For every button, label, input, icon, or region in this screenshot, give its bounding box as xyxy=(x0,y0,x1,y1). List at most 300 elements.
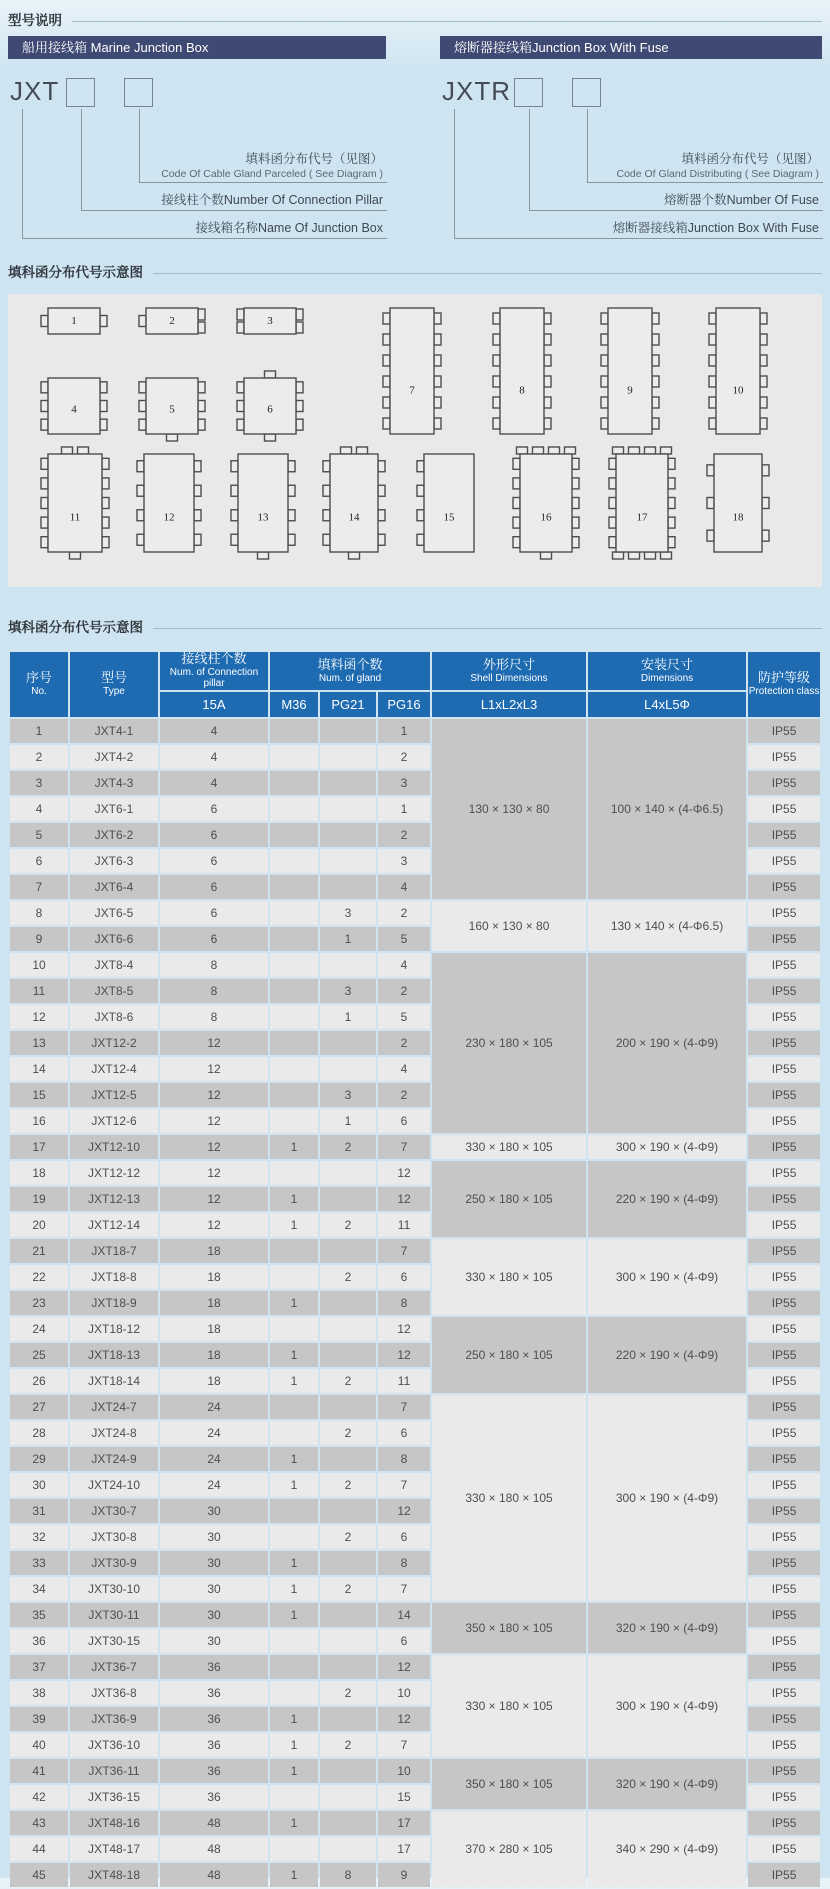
cell-m36 xyxy=(270,979,318,1003)
cell-no: 43 xyxy=(10,1811,68,1835)
cell-15a: 12 xyxy=(160,1109,268,1133)
svg-text:6: 6 xyxy=(267,403,273,416)
gland-layout-shape-6 xyxy=(235,369,305,443)
cell-m36: 1 xyxy=(270,1603,318,1627)
cell-m36 xyxy=(270,745,318,769)
gland-layout-shape-5 xyxy=(137,369,207,443)
cell-m36 xyxy=(270,1525,318,1549)
col-subheader-15a: 15A xyxy=(160,692,268,717)
col-subheader-l4l5: L4xL5Φ xyxy=(588,692,746,717)
cell-shell-dimensions: 330 × 180 × 105 xyxy=(432,1395,586,1601)
cell-type: JXT6-3 xyxy=(70,849,158,873)
cell-15a: 30 xyxy=(160,1629,268,1653)
table-row xyxy=(10,1603,820,1627)
cell-protection-class: IP55 xyxy=(748,1005,820,1029)
cell-protection-class: IP55 xyxy=(748,1525,820,1549)
cell-pg21: 3 xyxy=(320,901,376,925)
cell-m36 xyxy=(270,1239,318,1263)
cell-pg16: 12 xyxy=(378,1655,430,1679)
gland-layout-diagram-panel xyxy=(8,294,822,587)
cell-pg16: 10 xyxy=(378,1681,430,1705)
cell-protection-class: IP55 xyxy=(748,745,820,769)
cell-protection-class: IP55 xyxy=(748,1655,820,1679)
svg-text:3: 3 xyxy=(267,315,273,328)
cell-m36 xyxy=(270,1005,318,1029)
cell-type: JXT36-10 xyxy=(70,1733,158,1757)
cell-pg21: 2 xyxy=(320,1681,376,1705)
cell-m36: 1 xyxy=(270,1473,318,1497)
gland-layout-shape-17 xyxy=(607,445,677,561)
svg-text:11: 11 xyxy=(69,511,81,524)
cell-pg16: 12 xyxy=(378,1187,430,1211)
cell-15a: 18 xyxy=(160,1239,268,1263)
cell-mount-dimensions: 300 × 190 × (4-Φ9) xyxy=(588,1395,746,1601)
table-row xyxy=(10,1811,820,1835)
cell-pg21 xyxy=(320,719,376,743)
cell-15a: 12 xyxy=(160,1213,268,1237)
cell-pg16: 6 xyxy=(378,1525,430,1549)
cell-pg21 xyxy=(320,823,376,847)
cell-m36 xyxy=(270,1499,318,1523)
cell-protection-class: IP55 xyxy=(748,1239,820,1263)
cell-m36 xyxy=(270,1785,318,1809)
cell-type: JXT18-8 xyxy=(70,1265,158,1289)
cell-15a: 36 xyxy=(160,1759,268,1783)
cell-protection-class: IP55 xyxy=(748,1629,820,1653)
cell-15a: 6 xyxy=(160,849,268,873)
cell-mount-dimensions: 300 × 190 × (4-Φ9) xyxy=(588,1655,746,1757)
cell-protection-class: IP55 xyxy=(748,1499,820,1523)
cell-no: 21 xyxy=(10,1239,68,1263)
callout-label-cn: 填料函分布代号（见图） xyxy=(245,152,383,167)
cell-no: 2 xyxy=(10,745,68,769)
table-row xyxy=(10,1135,820,1159)
cell-pg16: 7 xyxy=(378,1135,430,1159)
cell-type: JXT4-3 xyxy=(70,771,158,795)
cell-15a: 36 xyxy=(160,1655,268,1679)
cell-m36 xyxy=(270,1161,318,1185)
cell-pg16: 12 xyxy=(378,1499,430,1523)
cell-pg16: 17 xyxy=(378,1837,430,1861)
cell-m36 xyxy=(270,1317,318,1341)
cell-no: 3 xyxy=(10,771,68,795)
svg-text:2: 2 xyxy=(169,315,175,328)
cell-m36: 1 xyxy=(270,1291,318,1315)
cell-m36 xyxy=(270,1057,318,1081)
cell-pg16: 10 xyxy=(378,1759,430,1783)
cell-m36 xyxy=(270,823,318,847)
cell-no: 7 xyxy=(10,875,68,899)
cell-no: 45 xyxy=(10,1863,68,1887)
cell-pg16: 8 xyxy=(378,1447,430,1471)
svg-text:1: 1 xyxy=(71,315,77,328)
cell-mount-dimensions: 130 × 140 × (4-Φ6.5) xyxy=(588,901,746,951)
cell-pg16: 12 xyxy=(378,1161,430,1185)
cell-pg21 xyxy=(320,1785,376,1809)
cell-protection-class: IP55 xyxy=(748,1759,820,1783)
cell-15a: 18 xyxy=(160,1369,268,1393)
cell-pg16: 2 xyxy=(378,1083,430,1107)
model-designation-area xyxy=(8,36,822,248)
cell-15a: 12 xyxy=(160,1187,268,1211)
svg-text:8: 8 xyxy=(519,384,525,397)
cell-pg21: 1 xyxy=(320,1109,376,1133)
cell-pg21: 2 xyxy=(320,1577,376,1601)
cell-15a: 12 xyxy=(160,1031,268,1055)
cell-no: 38 xyxy=(10,1681,68,1705)
cell-shell-dimensions: 130 × 130 × 80 xyxy=(432,719,586,899)
cell-type: JXT24-10 xyxy=(70,1473,158,1497)
cell-pg21: 2 xyxy=(320,1265,376,1289)
cell-pg21: 2 xyxy=(320,1369,376,1393)
model-code-box xyxy=(124,78,153,107)
col-header-pillar-count: 接线柱个数 Num. of Connection pillar xyxy=(160,652,268,690)
table-row xyxy=(10,1161,820,1185)
cell-mount-dimensions: 220 × 190 × (4-Φ9) xyxy=(588,1161,746,1237)
cell-15a: 30 xyxy=(160,1577,268,1601)
cell-m36 xyxy=(270,901,318,925)
section-title-text: 填科函分布代号示意图 xyxy=(8,265,143,280)
cell-protection-class: IP55 xyxy=(748,927,820,951)
cell-protection-class: IP55 xyxy=(748,771,820,795)
cell-no: 26 xyxy=(10,1369,68,1393)
col-subheader-l1l2l3: L1xL2xL3 xyxy=(432,692,586,717)
cell-protection-class: IP55 xyxy=(748,953,820,977)
cell-m36 xyxy=(270,797,318,821)
cell-protection-class: IP55 xyxy=(748,849,820,873)
cell-pg21: 2 xyxy=(320,1213,376,1237)
cell-protection-class: IP55 xyxy=(748,1317,820,1341)
cell-type: JXT18-14 xyxy=(70,1369,158,1393)
cell-protection-class: IP55 xyxy=(748,1785,820,1809)
cell-15a: 4 xyxy=(160,771,268,795)
cell-15a: 18 xyxy=(160,1343,268,1367)
cell-no: 33 xyxy=(10,1551,68,1575)
svg-text:16: 16 xyxy=(540,511,552,524)
cell-pg21: 2 xyxy=(320,1525,376,1549)
cell-pg21: 2 xyxy=(320,1733,376,1757)
table-row xyxy=(10,1759,820,1783)
cell-type: JXT24-9 xyxy=(70,1447,158,1471)
callout-label-en: Code Of Cable Gland Parceled ( See Diagram ) xyxy=(161,167,383,180)
cell-no: 1 xyxy=(10,719,68,743)
cell-protection-class: IP55 xyxy=(748,823,820,847)
cell-m36 xyxy=(270,1031,318,1055)
cell-mount-dimensions: 320 × 190 × (4-Φ9) xyxy=(588,1603,746,1653)
cell-15a: 36 xyxy=(160,1733,268,1757)
cell-pg21 xyxy=(320,745,376,769)
cell-15a: 12 xyxy=(160,1135,268,1159)
cell-pg21 xyxy=(320,1707,376,1731)
cell-type: JXT12-5 xyxy=(70,1083,158,1107)
gland-layout-shape-16 xyxy=(511,445,581,561)
cell-pg16: 3 xyxy=(378,771,430,795)
cell-pg16: 2 xyxy=(378,1031,430,1055)
cell-no: 35 xyxy=(10,1603,68,1627)
cell-protection-class: IP55 xyxy=(748,1837,820,1861)
svg-text:15: 15 xyxy=(443,511,455,524)
section-title-spec-table xyxy=(8,617,822,635)
cell-protection-class: IP55 xyxy=(748,979,820,1003)
cell-no: 30 xyxy=(10,1473,68,1497)
cell-pg21 xyxy=(320,849,376,873)
gland-layout-shape-8 xyxy=(491,299,553,443)
gland-layout-shape-14 xyxy=(321,445,387,561)
cell-type: JXT12-2 xyxy=(70,1031,158,1055)
banner-marine-junction-box: 船用接线箱 Marine Junction Box xyxy=(8,36,386,59)
cell-pg16: 6 xyxy=(378,1421,430,1445)
cell-type: JXT8-5 xyxy=(70,979,158,1003)
col-subheader-pg16: PG16 xyxy=(378,692,430,717)
cell-no: 4 xyxy=(10,797,68,821)
callout-box-name-left xyxy=(22,109,387,239)
gland-layout-shape-2 xyxy=(137,299,207,343)
cell-m36 xyxy=(270,1265,318,1289)
cell-protection-class: IP55 xyxy=(748,875,820,899)
cell-no: 15 xyxy=(10,1083,68,1107)
cell-m36: 1 xyxy=(270,1811,318,1835)
cell-m36 xyxy=(270,849,318,873)
cell-pg16: 8 xyxy=(378,1551,430,1575)
cell-no: 41 xyxy=(10,1759,68,1783)
cell-type: JXT8-4 xyxy=(70,953,158,977)
gland-layout-shape-18 xyxy=(705,445,771,561)
cell-15a: 6 xyxy=(160,927,268,951)
cell-pg16: 4 xyxy=(378,875,430,899)
svg-text:14: 14 xyxy=(348,511,360,524)
cell-15a: 18 xyxy=(160,1291,268,1315)
cell-pg21: 1 xyxy=(320,927,376,951)
cell-pg21 xyxy=(320,1629,376,1653)
cell-15a: 30 xyxy=(160,1525,268,1549)
cell-m36 xyxy=(270,1083,318,1107)
cell-m36: 1 xyxy=(270,1447,318,1471)
cell-m36: 1 xyxy=(270,1343,318,1367)
col-header-type: 型号 Type xyxy=(70,652,158,717)
cell-no: 27 xyxy=(10,1395,68,1419)
cell-15a: 24 xyxy=(160,1447,268,1471)
cell-protection-class: IP55 xyxy=(748,1057,820,1081)
cell-pg16: 2 xyxy=(378,823,430,847)
cell-15a: 6 xyxy=(160,875,268,899)
cell-no: 32 xyxy=(10,1525,68,1549)
cell-15a: 48 xyxy=(160,1837,268,1861)
cell-pg21: 2 xyxy=(320,1473,376,1497)
cell-pg16: 5 xyxy=(378,927,430,951)
cell-pg21 xyxy=(320,1655,376,1679)
gland-layout-shape-4 xyxy=(39,369,109,443)
cell-shell-dimensions: 250 × 180 × 105 xyxy=(432,1317,586,1393)
svg-text:5: 5 xyxy=(169,403,175,416)
cell-15a: 6 xyxy=(160,823,268,847)
spec-table-body xyxy=(10,719,820,1887)
section-title-text: 填科函分布代号示意图 xyxy=(8,620,143,635)
cell-protection-class: IP55 xyxy=(748,1135,820,1159)
cell-pg16: 4 xyxy=(378,1057,430,1081)
cell-m36: 1 xyxy=(270,1707,318,1731)
cell-m36: 1 xyxy=(270,1733,318,1757)
cell-pg21: 2 xyxy=(320,1421,376,1445)
cell-no: 42 xyxy=(10,1785,68,1809)
cell-m36 xyxy=(270,1837,318,1861)
cell-pg21 xyxy=(320,1499,376,1523)
table-row xyxy=(10,1239,820,1263)
cell-mount-dimensions: 220 × 190 × (4-Φ9) xyxy=(588,1317,746,1393)
cell-type: JXT36-11 xyxy=(70,1759,158,1783)
cell-mount-dimensions: 340 × 290 × (4-Φ9) xyxy=(588,1811,746,1887)
gland-layout-shape-3 xyxy=(235,299,305,343)
cell-pg16: 15 xyxy=(378,1785,430,1809)
cell-pg21 xyxy=(320,1031,376,1055)
cell-type: JXT12-13 xyxy=(70,1187,158,1211)
svg-text:4: 4 xyxy=(71,403,77,416)
cell-no: 36 xyxy=(10,1629,68,1653)
cell-protection-class: IP55 xyxy=(748,1369,820,1393)
cell-pg21 xyxy=(320,1551,376,1575)
cell-15a: 48 xyxy=(160,1811,268,1835)
model-code-box xyxy=(66,78,95,107)
cell-15a: 24 xyxy=(160,1421,268,1445)
cell-pg21 xyxy=(320,1395,376,1419)
cell-type: JXT6-6 xyxy=(70,927,158,951)
cell-type: JXT48-18 xyxy=(70,1863,158,1887)
cell-type: JXT6-5 xyxy=(70,901,158,925)
table-row xyxy=(10,1395,820,1419)
cell-shell-dimensions: 350 × 180 × 105 xyxy=(432,1759,586,1809)
col-subheader-pg21: PG21 xyxy=(320,692,376,717)
cell-no: 5 xyxy=(10,823,68,847)
cell-no: 24 xyxy=(10,1317,68,1341)
table-row xyxy=(10,953,820,977)
gland-layout-shape-13 xyxy=(229,445,297,561)
cell-type: JXT4-1 xyxy=(70,719,158,743)
cell-pg16: 14 xyxy=(378,1603,430,1627)
table-row xyxy=(10,1317,820,1341)
cell-protection-class: IP55 xyxy=(748,1213,820,1237)
gland-layout-shape-10 xyxy=(707,299,769,443)
cell-no: 17 xyxy=(10,1135,68,1159)
spec-table xyxy=(8,650,822,1889)
cell-m36: 1 xyxy=(270,1369,318,1393)
cell-no: 23 xyxy=(10,1291,68,1315)
cell-type: JXT4-2 xyxy=(70,745,158,769)
cell-m36 xyxy=(270,719,318,743)
cell-m36 xyxy=(270,1109,318,1133)
cell-m36 xyxy=(270,927,318,951)
cell-pg21 xyxy=(320,953,376,977)
cell-protection-class: IP55 xyxy=(748,1707,820,1731)
cell-15a: 36 xyxy=(160,1681,268,1705)
cell-protection-class: IP55 xyxy=(748,1031,820,1055)
cell-protection-class: IP55 xyxy=(748,1395,820,1419)
cell-protection-class: IP55 xyxy=(748,901,820,925)
col-subheader-m36: M36 xyxy=(270,692,318,717)
cell-pg16: 12 xyxy=(378,1707,430,1731)
cell-m36: 1 xyxy=(270,1551,318,1575)
cell-pg21 xyxy=(320,797,376,821)
cell-protection-class: IP55 xyxy=(748,1187,820,1211)
cell-protection-class: IP55 xyxy=(748,1265,820,1289)
cell-m36: 1 xyxy=(270,1759,318,1783)
cell-m36 xyxy=(270,1655,318,1679)
cell-type: JXT12-6 xyxy=(70,1109,158,1133)
cell-type: JXT30-8 xyxy=(70,1525,158,1549)
cell-m36: 1 xyxy=(270,1135,318,1159)
cell-15a: 8 xyxy=(160,1005,268,1029)
cell-pg21: 3 xyxy=(320,1083,376,1107)
cell-protection-class: IP55 xyxy=(748,1811,820,1835)
cell-shell-dimensions: 160 × 130 × 80 xyxy=(432,901,586,951)
cell-pg21 xyxy=(320,1161,376,1185)
cell-pg21 xyxy=(320,1837,376,1861)
cell-type: JXT6-2 xyxy=(70,823,158,847)
cell-type: JXT8-6 xyxy=(70,1005,158,1029)
cell-pg16: 7 xyxy=(378,1395,430,1419)
cell-pg16: 8 xyxy=(378,1291,430,1315)
svg-text:12: 12 xyxy=(163,511,175,524)
cell-mount-dimensions: 300 × 190 × (4-Φ9) xyxy=(588,1239,746,1315)
cell-protection-class: IP55 xyxy=(748,1161,820,1185)
callout-label-cn: 熔断器接线箱Junction Box With Fuse xyxy=(612,221,819,236)
cell-protection-class: IP55 xyxy=(748,1473,820,1497)
table-row xyxy=(10,901,820,925)
cell-type: JXT18-7 xyxy=(70,1239,158,1263)
cell-no: 28 xyxy=(10,1421,68,1445)
cell-15a: 12 xyxy=(160,1161,268,1185)
cell-pg21 xyxy=(320,1317,376,1341)
callout-label-cn: 填料函分布代号（见图） xyxy=(681,152,819,167)
cell-15a: 18 xyxy=(160,1265,268,1289)
cell-protection-class: IP55 xyxy=(748,1577,820,1601)
cell-pg21 xyxy=(320,1759,376,1783)
cell-protection-class: IP55 xyxy=(748,1421,820,1445)
cell-no: 18 xyxy=(10,1161,68,1185)
cell-pg21 xyxy=(320,1447,376,1471)
cell-pg21 xyxy=(320,875,376,899)
callout-label-cn: 接线柱个数Number Of Connection Pillar xyxy=(161,193,383,208)
cell-m36 xyxy=(270,953,318,977)
cell-pg16: 1 xyxy=(378,719,430,743)
section-title-model-description xyxy=(8,10,822,28)
cell-type: JXT36-9 xyxy=(70,1707,158,1731)
cell-type: JXT30-10 xyxy=(70,1577,158,1601)
cell-mount-dimensions: 320 × 190 × (4-Φ9) xyxy=(588,1759,746,1809)
cell-pg21 xyxy=(320,1811,376,1835)
cell-pg16: 9 xyxy=(378,1863,430,1887)
cell-protection-class: IP55 xyxy=(748,1083,820,1107)
cell-m36 xyxy=(270,1421,318,1445)
cell-pg16: 7 xyxy=(378,1577,430,1601)
cell-mount-dimensions: 100 × 140 × (4-Φ6.5) xyxy=(588,719,746,899)
cell-m36 xyxy=(270,875,318,899)
model-code-box xyxy=(572,78,601,107)
cell-shell-dimensions: 330 × 180 × 105 xyxy=(432,1655,586,1757)
gland-layout-shape-7 xyxy=(381,299,443,443)
col-header-no: 序号 No. xyxy=(10,652,68,717)
cell-no: 11 xyxy=(10,979,68,1003)
callout-label-cn: 熔断器个数Number Of Fuse xyxy=(664,193,819,208)
cell-pg21 xyxy=(320,1239,376,1263)
cell-mount-dimensions: 200 × 190 × (4-Φ9) xyxy=(588,953,746,1133)
cell-no: 10 xyxy=(10,953,68,977)
cell-type: JXT30-15 xyxy=(70,1629,158,1653)
cell-protection-class: IP55 xyxy=(748,1603,820,1627)
cell-m36 xyxy=(270,1395,318,1419)
cell-shell-dimensions: 250 × 180 × 105 xyxy=(432,1161,586,1237)
cell-15a: 30 xyxy=(160,1551,268,1575)
cell-pg16: 7 xyxy=(378,1473,430,1497)
cell-type: JXT36-8 xyxy=(70,1681,158,1705)
